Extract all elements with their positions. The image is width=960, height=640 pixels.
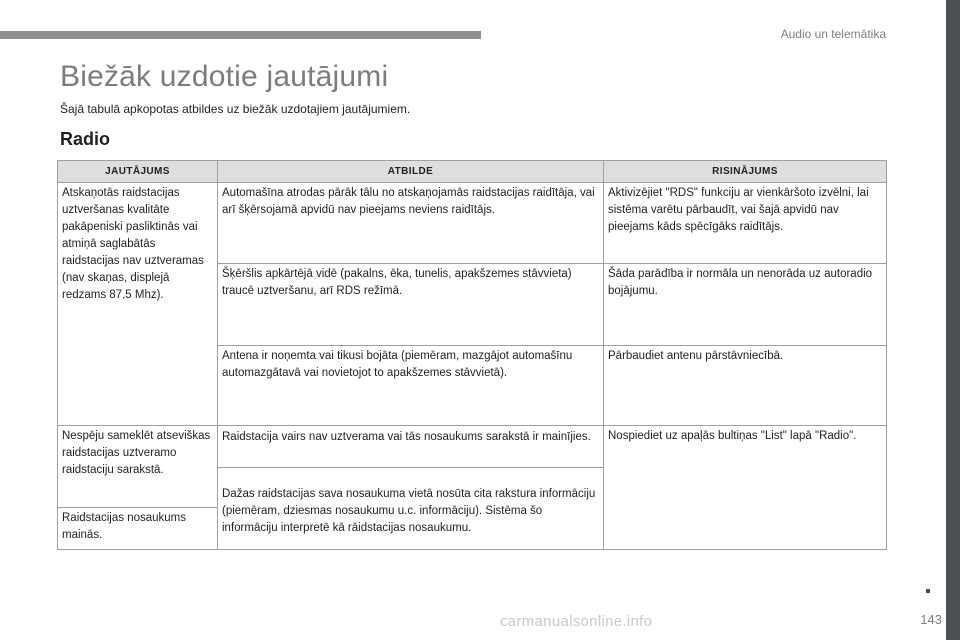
- answer-cell: Antena ir noņemta vai tikusi bojāta (piemēram, mazgājot automašīnu automazgātavā vai novietojot to apakšzemes stāvvietā).: [218, 346, 604, 426]
- answer-cell: Automašīna atrodas pārāk tālu no atskaņojamās raidstacijas raidītāja, vai arī šķērsojamā apvidū nav pieejams neviens raidītājs.: [218, 183, 604, 264]
- header-answer: ATBILDE: [218, 161, 604, 183]
- question-cell: Atskaņotās raidstacijas uztveršanas kvalitāte pakāpeniski pasliktinās vai atmiņā saglabātās raidstacijas nav uztveramas (nav skaņas, displejā redzams 87,5 Mhz).: [58, 183, 218, 426]
- table-row: [58, 426, 887, 468]
- question-cell: Raidstacijas nosaukums mainās.: [58, 508, 218, 550]
- answer-cell: Raidstacija vairs nav uztverama vai tās nosaukums sarakstā ir mainījies.: [218, 426, 604, 468]
- answer-cell: Dažas raidstacijas sava nosaukuma vietā nosūta cita rakstura informāciju (piemēram, dziesmas nosaukumu u.c. informāciju). Sistēma šo informāciju interpretē kā rāidstacijas nosaukumu.: [218, 468, 604, 550]
- page-title: Biežāk uzdotie jautājumi: [60, 60, 389, 93]
- footer-marker: [926, 589, 930, 593]
- table-header-row: [58, 161, 887, 183]
- header-question: JAUTĀJUMS: [58, 161, 218, 183]
- solution-cell: Šāda parādība ir normāla un nenorāda uz autoradio bojājumu.: [604, 264, 887, 346]
- solution-cell: Aktivizējiet "RDS" funkciju ar vienkāršoto izvēlni, lai sistēma varētu pārbaudīt, vai šajā apvidū nav pieejams kāds spēcīgāks raidītājs.: [604, 183, 887, 264]
- solution-cell: Nospiediet uz apaļās bultiņas "List" lapā "Radio".: [604, 426, 887, 550]
- header-solution: RISINĀJUMS: [604, 161, 887, 183]
- page-number: 143: [920, 612, 942, 627]
- answer-cell: Šķēršlis apkārtējā vidē (pakalns, ēka, tunelis, apakšzemes stāvvieta) traucē uztveršanu, arī RDS režīmā.: [218, 264, 604, 346]
- table-row: [58, 183, 887, 264]
- page-edge-bar: [946, 0, 960, 640]
- section-heading: Audio un telemātika: [780, 27, 886, 41]
- watermark: carmanualsonline.info: [500, 613, 653, 630]
- header-rule: [0, 31, 481, 39]
- faq-table: [57, 160, 887, 550]
- section-subtitle: Radio: [60, 129, 111, 149]
- intro-text: Šajā tabulā apkopotas atbildes uz biežāk uzdotajiem jautājumiem.: [60, 102, 411, 116]
- solution-cell: Pārbaudiet antenu pārstāvniecībā.: [604, 346, 887, 426]
- question-cell: Nespēju sameklēt atseviškas raidstacijas uztveramo raidstaciju sarakstā.: [58, 426, 218, 508]
